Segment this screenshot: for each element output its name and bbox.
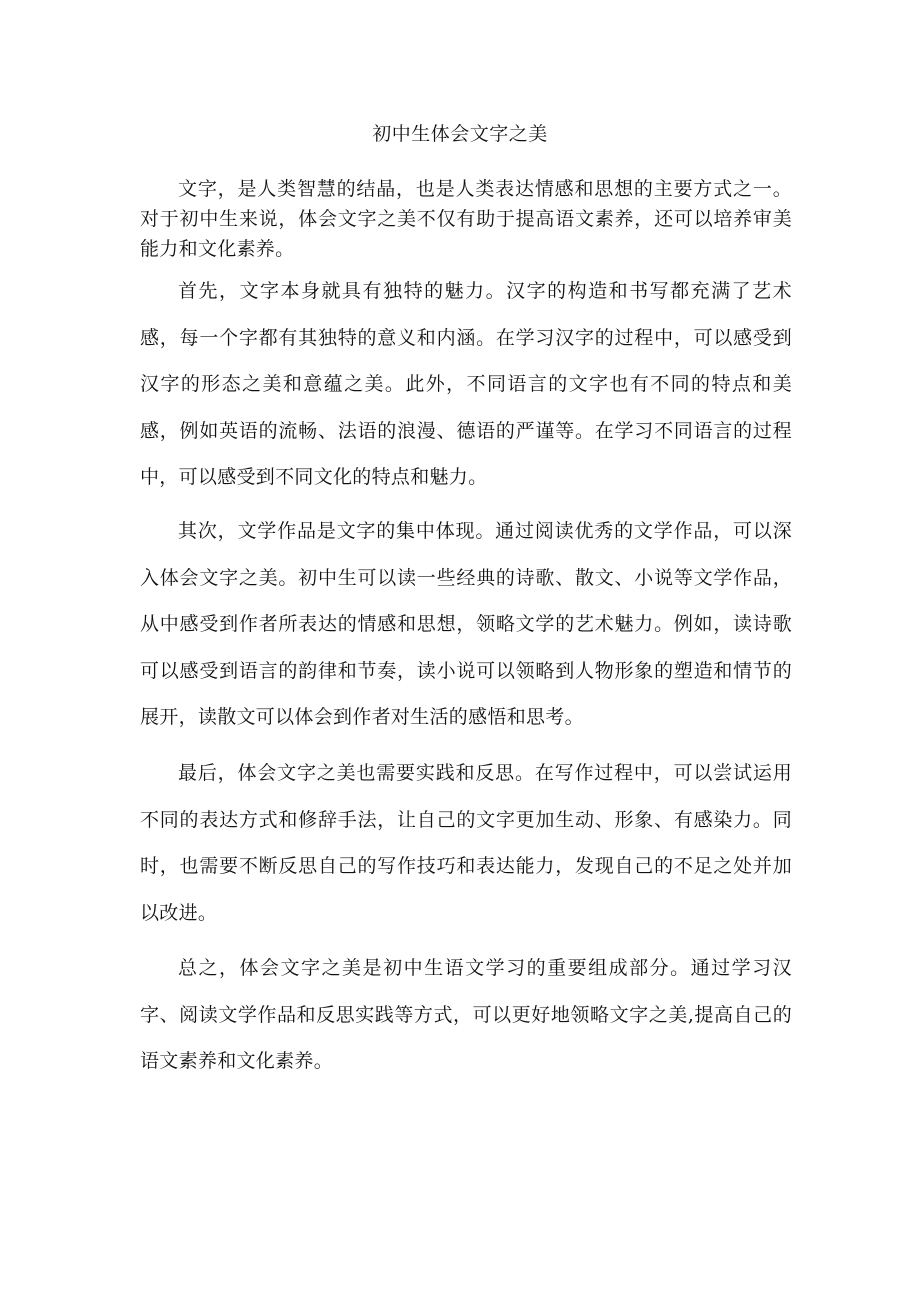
paragraph-conclusion: 总之，体会文字之美是初中生语文学习的重要组成部分。通过学习汉字、阅读文学作品和反思实践等方式，可以更好地领略文字之美,提高自己的语文素养和文化素养。 <box>140 957 792 1072</box>
paragraph-last: 最后，体会文字之美也需要实践和反思。在写作过程中，可以尝试运用不同的表达方式和修辞手法，让自己的文字更加生动、形象、有感染力。同时，也需要不断反思自己的写作技巧和表达能力，发现自己的不足之处并加以改进。 <box>140 762 792 924</box>
document-title: 初中生体会文字之美 <box>372 123 548 145</box>
paragraph-intro: 文字，是人类智慧的结晶，也是人类表达情感和思想的主要方式之一。对于初中生来说，体会文字之美不仅有助于提高语文素养，还可以培养审美能力和文化素养。 <box>140 178 792 260</box>
paragraph-second: 其次，文学作品是文字的集中体现。通过阅读优秀的文学作品，可以深入体会文字之美。初中生可以读一些经典的诗歌、散文、小说等文学作品，从中感受到作者所表达的情感和思想，领略文学的艺术魅力。例如，读诗歌可以感受到语言的韵律和节奏，读小说可以领略到人物形象的塑造和情节的展开，读散文可以体会到作者对生活的感悟和思考。 <box>140 520 792 728</box>
paragraph-first: 首先，文字本身就具有独特的魅力。汉字的构造和书写都充满了艺术感，每一个字都有其独特的意义和内涵。在学习汉字的过程中，可以感受到汉字的形态之美和意蕴之美。此外，不同语言的文字也有不同的特点和美感，例如英语的流畅、法语的浪漫、德语的严谨等。在学习不同语言的过程中，可以感受到不同文化的特点和魅力。 <box>140 280 792 488</box>
